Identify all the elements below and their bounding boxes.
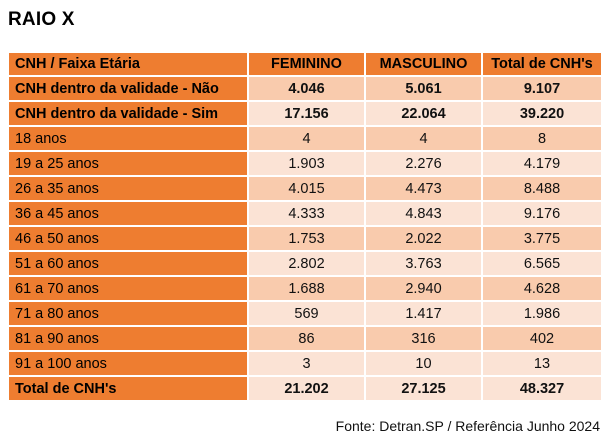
cell-feminino: 1.753 <box>248 226 365 251</box>
table-row <box>8 76 602 101</box>
cell-total: 4.628 <box>482 276 602 301</box>
row-label: CNH dentro da validade - Sim <box>8 101 248 126</box>
header-masculino: MASCULINO <box>365 52 482 76</box>
page-title: RAIO X <box>8 9 75 30</box>
cell-masculino: 27.125 <box>365 376 482 401</box>
cell-total: 8.488 <box>482 176 602 201</box>
cell-feminino: 21.202 <box>248 376 365 401</box>
table-row <box>8 251 602 276</box>
cell-masculino: 2.022 <box>365 226 482 251</box>
row-label: 71 a 80 anos <box>8 301 248 326</box>
cell-feminino: 3 <box>248 351 365 376</box>
row-label: 46 a 50 anos <box>8 226 248 251</box>
row-label: 81 a 90 anos <box>8 326 248 351</box>
data-table <box>7 51 603 402</box>
cell-feminino: 569 <box>248 301 365 326</box>
cell-feminino: 1.903 <box>248 151 365 176</box>
cell-total: 39.220 <box>482 101 602 126</box>
cell-feminino: 17.156 <box>248 101 365 126</box>
cell-total: 402 <box>482 326 602 351</box>
cell-masculino: 4.843 <box>365 201 482 226</box>
cell-feminino: 1.688 <box>248 276 365 301</box>
source-note: Fonte: Detran.SP / Referência Junho 2024 <box>335 418 600 434</box>
table-row <box>8 301 602 326</box>
table-row <box>8 226 602 251</box>
cell-feminino: 86 <box>248 326 365 351</box>
header-total: Total de CNH's <box>482 52 602 76</box>
table-row <box>8 351 602 376</box>
cell-masculino: 4.473 <box>365 176 482 201</box>
cell-masculino: 1.417 <box>365 301 482 326</box>
cell-masculino: 3.763 <box>365 251 482 276</box>
header-cnh-faixa: CNH / Faixa Etária <box>8 52 248 76</box>
cell-masculino: 10 <box>365 351 482 376</box>
cell-masculino: 22.064 <box>365 101 482 126</box>
cell-feminino: 4.015 <box>248 176 365 201</box>
row-label: 51 a 60 anos <box>8 251 248 276</box>
row-label: Total de CNH's <box>8 376 248 401</box>
table-row <box>8 201 602 226</box>
row-label: 18 anos <box>8 126 248 151</box>
cell-masculino: 316 <box>365 326 482 351</box>
cell-total: 1.986 <box>482 301 602 326</box>
table-row <box>8 151 602 176</box>
cell-total: 6.565 <box>482 251 602 276</box>
cell-total: 3.775 <box>482 226 602 251</box>
row-label: 36 a 45 anos <box>8 201 248 226</box>
cell-masculino: 5.061 <box>365 76 482 101</box>
row-label: 61 a 70 anos <box>8 276 248 301</box>
cell-total: 9.176 <box>482 201 602 226</box>
cell-masculino: 2.276 <box>365 151 482 176</box>
cell-masculino: 4 <box>365 126 482 151</box>
row-label: CNH dentro da validade - Não <box>8 76 248 101</box>
row-label: 26 a 35 anos <box>8 176 248 201</box>
cell-total: 13 <box>482 351 602 376</box>
table-header-row <box>8 52 602 76</box>
row-label: 91 a 100 anos <box>8 351 248 376</box>
cell-total: 8 <box>482 126 602 151</box>
table-row <box>8 176 602 201</box>
table-row <box>8 326 602 351</box>
cell-total: 48.327 <box>482 376 602 401</box>
cell-total: 4.179 <box>482 151 602 176</box>
table-row <box>8 276 602 301</box>
table-row <box>8 126 602 151</box>
table-row <box>8 101 602 126</box>
cell-masculino: 2.940 <box>365 276 482 301</box>
header-feminino: FEMININO <box>248 52 365 76</box>
cell-total: 9.107 <box>482 76 602 101</box>
cell-feminino: 4.046 <box>248 76 365 101</box>
cell-feminino: 2.802 <box>248 251 365 276</box>
table-row <box>8 376 602 401</box>
cell-feminino: 4 <box>248 126 365 151</box>
row-label: 19 a 25 anos <box>8 151 248 176</box>
cell-feminino: 4.333 <box>248 201 365 226</box>
